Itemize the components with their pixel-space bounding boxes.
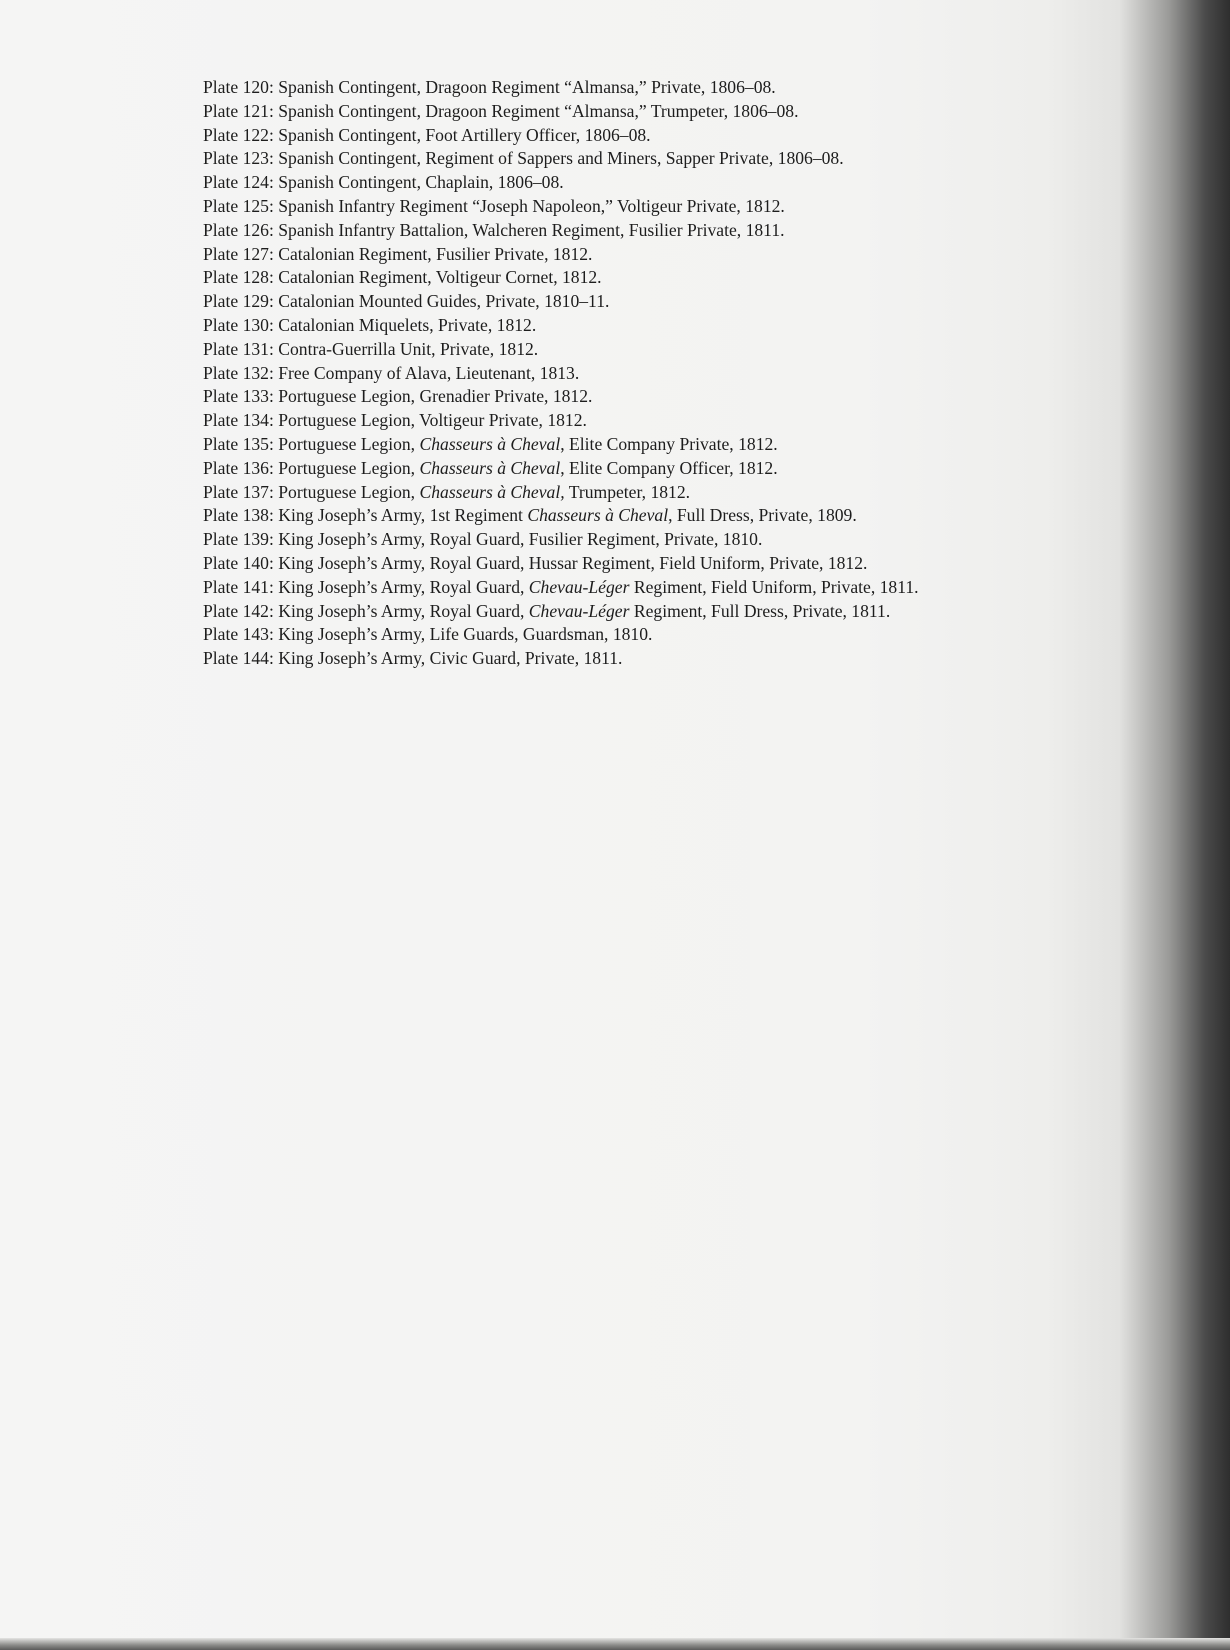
plate-number: Plate 124: bbox=[203, 172, 274, 193]
plate-entry bbox=[203, 195, 1063, 219]
plate-description: Portuguese Legion, bbox=[273, 433, 420, 454]
plate-number: Plate 122: bbox=[203, 124, 274, 145]
plate-description-continued: Regiment, Full Dress, Private, 1811. bbox=[629, 600, 891, 621]
plate-description: Spanish Infantry Regiment “Joseph Napoleon,” Voltigeur Private, 1812. bbox=[273, 195, 785, 216]
plate-description: Spanish Contingent, Foot Artillery Officer, 1806–08. bbox=[273, 124, 651, 145]
plate-description: King Joseph’s Army, 1st Regiment bbox=[273, 505, 528, 526]
plate-number: Plate 133: bbox=[203, 386, 274, 407]
plate-description-continued: , Elite Company Private, 1812. bbox=[560, 433, 778, 454]
plate-number: Plate 132: bbox=[203, 362, 274, 383]
plate-description: Portuguese Legion, bbox=[273, 481, 420, 502]
plate-description: Free Company of Alava, Lieutenant, 1813. bbox=[273, 362, 580, 383]
plate-entry bbox=[203, 314, 1063, 338]
plate-description: Portuguese Legion, Voltigeur Private, 1812. bbox=[273, 410, 587, 431]
plate-entry bbox=[203, 266, 1063, 290]
plate-number: Plate 127: bbox=[203, 243, 274, 264]
plate-description-continued: , Elite Company Officer, 1812. bbox=[560, 457, 778, 478]
plate-description: Catalonian Regiment, Voltigeur Cornet, 1812. bbox=[273, 267, 602, 288]
plate-entry bbox=[203, 409, 1063, 433]
plate-description-italic: Chasseurs à Cheval bbox=[419, 433, 561, 454]
plate-entry bbox=[203, 385, 1063, 409]
plate-entry bbox=[203, 219, 1063, 243]
plate-entry bbox=[203, 576, 1063, 600]
plate-number: Plate 135: bbox=[203, 433, 274, 454]
plate-number: Plate 136: bbox=[203, 457, 274, 478]
plate-entry bbox=[203, 623, 1063, 647]
plate-description: Catalonian Regiment, Fusilier Private, 1812. bbox=[273, 243, 593, 264]
plate-entry bbox=[203, 100, 1063, 124]
plate-entry bbox=[203, 147, 1063, 171]
plate-number: Plate 131: bbox=[203, 338, 274, 359]
plate-number: Plate 144: bbox=[203, 648, 274, 669]
plate-number: Plate 130: bbox=[203, 314, 274, 335]
plate-number: Plate 126: bbox=[203, 219, 274, 240]
plate-description: Contra-Guerrilla Unit, Private, 1812. bbox=[273, 338, 539, 359]
plate-number: Plate 138: bbox=[203, 505, 274, 526]
plate-description-continued: Trumpeter, 1812. bbox=[564, 481, 691, 502]
plate-description: King Joseph’s Army, Life Guards, Guardsman, 1810. bbox=[273, 624, 653, 645]
plate-description-italic: Chasseurs à Cheval bbox=[527, 505, 669, 526]
plate-description-italic: Chevau-Léger bbox=[528, 576, 630, 597]
plate-description: Portuguese Legion, Grenadier Private, 1812. bbox=[273, 386, 593, 407]
plate-description: King Joseph’s Army, Royal Guard, Hussar Regiment, Field Uniform, Private, 1812. bbox=[273, 552, 868, 573]
plate-number: Plate 129: bbox=[203, 291, 274, 312]
plate-entry bbox=[203, 552, 1063, 576]
plate-description-italic: Chevau-Léger bbox=[528, 600, 630, 621]
plate-entry bbox=[203, 528, 1063, 552]
plate-entry bbox=[203, 504, 1063, 528]
plate-entry bbox=[203, 457, 1063, 481]
plate-number: Plate 125: bbox=[203, 195, 274, 216]
plate-number: Plate 123: bbox=[203, 148, 274, 169]
plate-entry bbox=[203, 171, 1063, 195]
plate-number: Plate 142: bbox=[203, 600, 274, 621]
plate-description: King Joseph’s Army, Royal Guard, bbox=[273, 576, 529, 597]
plate-description: Spanish Contingent, Dragoon Regiment “Almansa,” Trumpeter, 1806–08. bbox=[273, 100, 799, 121]
plate-entry bbox=[203, 243, 1063, 267]
plate-number: Plate 134: bbox=[203, 410, 274, 431]
plate-entry bbox=[203, 290, 1063, 314]
plate-entry bbox=[203, 481, 1063, 505]
plate-description-continued: Regiment, Field Uniform, Private, 1811. bbox=[629, 576, 919, 597]
plate-description-italic: Chasseurs à Cheval bbox=[419, 457, 561, 478]
plate-number: Plate 141: bbox=[203, 576, 274, 597]
plate-description: Spanish Contingent, Chaplain, 1806–08. bbox=[273, 172, 564, 193]
plate-description: Spanish Contingent, Dragoon Regiment “Almansa,” Private, 1806–08. bbox=[273, 77, 776, 97]
plate-description: Catalonian Mounted Guides, Private, 1810–11. bbox=[273, 291, 610, 312]
plate-entry bbox=[203, 600, 1063, 624]
plate-description: Catalonian Miquelets, Private, 1812. bbox=[273, 314, 537, 335]
plate-list bbox=[203, 76, 1063, 671]
plate-description: King Joseph’s Army, Civic Guard, Private, 1811. bbox=[273, 648, 623, 669]
plate-description: Spanish Infantry Battalion, Walcheren Regiment, Fusilier Private, 1811. bbox=[273, 219, 785, 240]
plate-description-italic: Chasseurs à Cheval, bbox=[419, 481, 565, 502]
plate-entry bbox=[203, 647, 1063, 671]
plate-number: Plate 140: bbox=[203, 552, 274, 573]
plate-entry bbox=[203, 124, 1063, 148]
plate-description: Spanish Contingent, Regiment of Sappers and Miners, Sapper Private, 1806–08. bbox=[273, 148, 844, 169]
plate-description: King Joseph’s Army, Royal Guard, Fusilier Regiment, Private, 1810. bbox=[273, 529, 763, 550]
plate-description-continued: , Full Dress, Private, 1809. bbox=[668, 505, 857, 526]
plate-number: Plate 121: bbox=[203, 100, 274, 121]
plate-number: Plate 128: bbox=[203, 267, 274, 288]
plate-entry bbox=[203, 362, 1063, 386]
plate-description: King Joseph’s Army, Royal Guard, bbox=[273, 600, 529, 621]
plate-number: Plate 143: bbox=[203, 624, 274, 645]
plate-number: Plate 139: bbox=[203, 529, 274, 550]
plate-number: Plate 137: bbox=[203, 481, 274, 502]
plate-entry bbox=[203, 76, 1063, 100]
page-bottom-edge bbox=[0, 1638, 1230, 1650]
plate-description: Portuguese Legion, bbox=[273, 457, 420, 478]
plate-entry bbox=[203, 433, 1063, 457]
plate-number: Plate 120: bbox=[203, 77, 274, 97]
plate-entry bbox=[203, 338, 1063, 362]
